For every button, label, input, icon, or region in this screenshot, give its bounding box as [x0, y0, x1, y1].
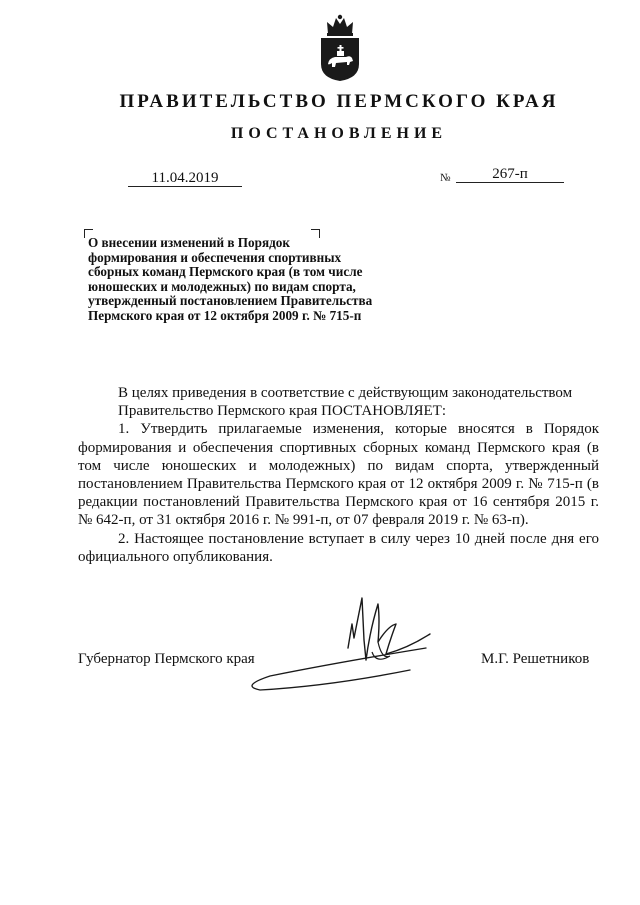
preamble-line-1: В целях приведения в соответствие с действующим законодательством [118, 385, 573, 401]
point-1: 1. Утвердить прилагаемые изменения, которые вносятся в Порядок формирования и обеспечения спортивных сборных команд Пермского края (в том числе юношеских и молодежных) по видам спорта, утвержденный постановлением Правительства Пермского края от 12 октября 2009 г. № 715-п (в редакции постановлений Правительства Пермского края от 16 сентября 2015 г. № 642-п, от 31 октября 2016 г. № 991-п, от 07 февраля 2019 г. № 63-п). [78, 421, 599, 529]
document-type: ПОСТАНОВЛЕНИЕ [230, 125, 448, 142]
document-body [78, 384, 599, 566]
subject-line: формирования и обеспечения спортивных [88, 249, 342, 265]
subject-line: утвержденный постановлением Правительства [88, 293, 373, 308]
coat-of-arms-icon [319, 14, 361, 82]
subject-line: О внесении изменений в Порядок [88, 235, 290, 250]
signature-icon [240, 590, 470, 700]
signatory-position: Губернатор Пермского края [78, 651, 255, 667]
document-number: 267-п [492, 166, 528, 182]
document-date: 11.04.2019 [151, 170, 219, 186]
subject-line: Пермского края от 12 октября 2009 г. № 715-п [88, 307, 362, 323]
government-title: ПРАВИТЕЛЬСТВО ПЕРМСКОГО КРАЯ [119, 91, 559, 112]
subject-line: юношеских и молодежных) по видам спорта, [88, 278, 356, 294]
number-underline [456, 182, 564, 183]
subject-line: сборных команд Пермского края (в том числе [88, 264, 363, 279]
preamble-line-2: Правительство Пермского края ПОСТАНОВЛЯЕТ: [118, 403, 447, 420]
signatory-name: М.Г. Решетников [481, 651, 590, 667]
document-subject [88, 236, 418, 323]
point-2: 2. Настоящее постановление вступает в силу через 10 дней после дня его официального опубликования. [78, 530, 599, 565]
date-underline [128, 186, 242, 187]
number-sign: № [440, 172, 451, 184]
